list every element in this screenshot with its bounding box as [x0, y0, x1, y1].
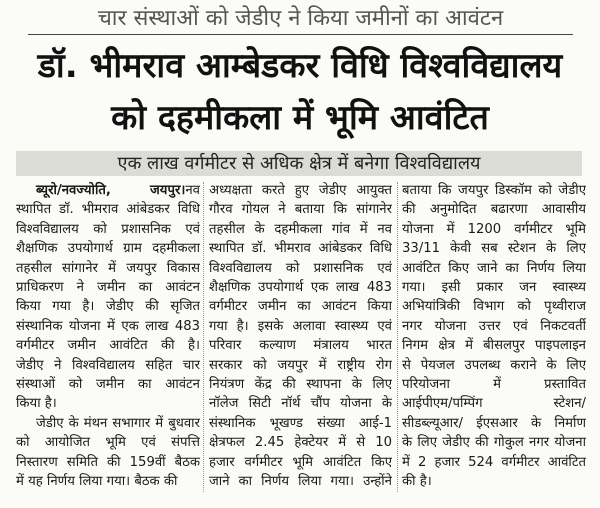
- article-line: की अनुमोदित बढारणा आवासीय: [402, 202, 586, 218]
- article-line: हजार वर्गमीटर भूमि आवंटित किए: [209, 454, 392, 470]
- article-line: के लिए जेडीए की गोकुल नगर योजना: [402, 435, 586, 451]
- headline-line-1: डॉ. भीमराव आम्बेडकर विधि विश्वविद्यालय: [37, 46, 563, 86]
- article-line: गया। इसी प्रकार जन स्वास्थ्य: [402, 280, 586, 296]
- article-line: जेडीए ने विश्वविद्यालय सहित चार: [16, 357, 200, 373]
- article-line: संस्थानिक योजना में एक लाख 483: [16, 318, 200, 334]
- article-line: की है।: [402, 474, 432, 490]
- article-line: परियोजना में प्रस्तावित: [402, 377, 586, 393]
- article-column-2: [209, 181, 392, 492]
- article-line: क्षेत्रफल 2.45 हेक्टेयर में से 10: [209, 435, 392, 451]
- article-line: नियंत्रण केंद्र की स्थापना के लिए: [209, 377, 392, 393]
- dateline: ब्यूरो/नवज्योति, जयपुर।: [36, 183, 186, 198]
- article-line: अभियांत्रिकी विभाग को पृथ्वीराज: [402, 299, 586, 315]
- article-line: [16, 181, 200, 200]
- article-line: गया है। इसके अलावा स्वास्थ्य एवं: [209, 318, 392, 334]
- article-line: को आयोजित भूमि एवं संपत्ति: [16, 435, 200, 451]
- article-line: संस्थानिक भूखण्ड संख्या आई-1: [209, 415, 392, 431]
- article-line: तहसील के दहमीकला गांव में नव: [209, 221, 392, 237]
- article-line: शैक्षणिक उपयोगार्थ ग्राम दहमीकला: [16, 241, 200, 257]
- article-line: सीडब्ल्यूआर/ ईएसआर के निर्माण: [402, 415, 586, 431]
- column-divider: [203, 182, 204, 492]
- article-line: में यह निर्णय लिया गया। बैठक की: [16, 474, 178, 490]
- article-line: किया है।: [16, 396, 57, 412]
- kicker-headline: चार संस्थाओं को जेडीए ने किया जमीनों का आवंटन: [28, 4, 573, 35]
- headline-line-2: को दहमीकला में भूमि आवंटित: [111, 98, 489, 138]
- article-text: नव: [185, 183, 200, 198]
- article-line: किया गया है। जेडीए की सृजित: [16, 299, 200, 315]
- article-line: आवंटित किए जाने का निर्णय लिया: [402, 260, 586, 276]
- article-line: निगम क्षेत्र में बीसलपुर पाइपलाइन: [402, 338, 586, 354]
- article-line: गौरव गोयल ने बताया कि सांगानेर: [209, 202, 392, 218]
- article-column-1: [16, 181, 200, 492]
- article-line: नॉलेज सिटी नॉर्थ चौंप योजना के: [209, 396, 392, 412]
- article-line: विश्वविद्यालय को प्रशासनिक एवं: [16, 221, 200, 237]
- article-line: अध्यक्षता करते हुए जेडीए आयुक्त: [209, 183, 392, 198]
- article-line: जेडीए के मंथन सभागार में बुधवार: [36, 415, 200, 431]
- article-line: योजना में 1200 वर्गमीटर भूमि: [402, 221, 586, 237]
- subheadline: एक लाख वर्गमीटर से अधिक क्षेत्र में बनेगा विश्वविद्यालय: [16, 151, 582, 176]
- article-line: प्राधिकरण ने जमीन का आवंटन: [16, 280, 200, 296]
- article-line: आईपीएम/पम्पिंग स्टेशन/: [402, 396, 586, 412]
- article-column-3: [402, 181, 586, 492]
- article-line: वर्गमीटर जमीन का आवंटन किया: [209, 299, 392, 315]
- article-line: जाने का निर्णय लिया गया। उन्होंने: [209, 474, 392, 490]
- article-line: बताया कि जयपुर डिस्कॉम को जेडीए: [402, 183, 586, 198]
- article-line: स्थापित डॉ. भीमराव आंबेडकर विधि: [16, 202, 200, 218]
- article-line: तहसील सांगानेर में जयपुर विकास: [16, 260, 200, 276]
- article-line: नगर योजना उत्तर एवं निकटवर्ती: [402, 318, 586, 334]
- article-line: सरकार को जयपुर में राष्ट्रीय रोग: [209, 357, 392, 373]
- article-line: शैक्षणिक उपयोगार्थ एक लाख 483: [209, 280, 392, 296]
- article-line: विश्वविद्यालय को प्रशासनिक एवं: [209, 260, 392, 276]
- article-line: से पेयजल उपलब्ध कराने के लिए: [402, 357, 586, 373]
- article-line: में 2 हजार 524 वर्गमीटर आवंटित: [402, 454, 586, 470]
- article-line: वर्गमीटर जमीन आवंटित की है।: [16, 338, 200, 354]
- article-line: निस्तारण समिति की 159वीं बैठक: [16, 454, 200, 470]
- article-line: संस्थाओं को जमीन का आवंटन: [16, 377, 200, 393]
- article-line: स्थापित डॉ. भीमराव आंबेडकर विधि: [209, 241, 392, 257]
- column-divider: [397, 182, 398, 492]
- article-line: 33/11 केवी सब स्टेशन के लिए: [402, 241, 586, 257]
- article-line: परिवार कल्याण मंत्रालय भारत: [209, 338, 392, 354]
